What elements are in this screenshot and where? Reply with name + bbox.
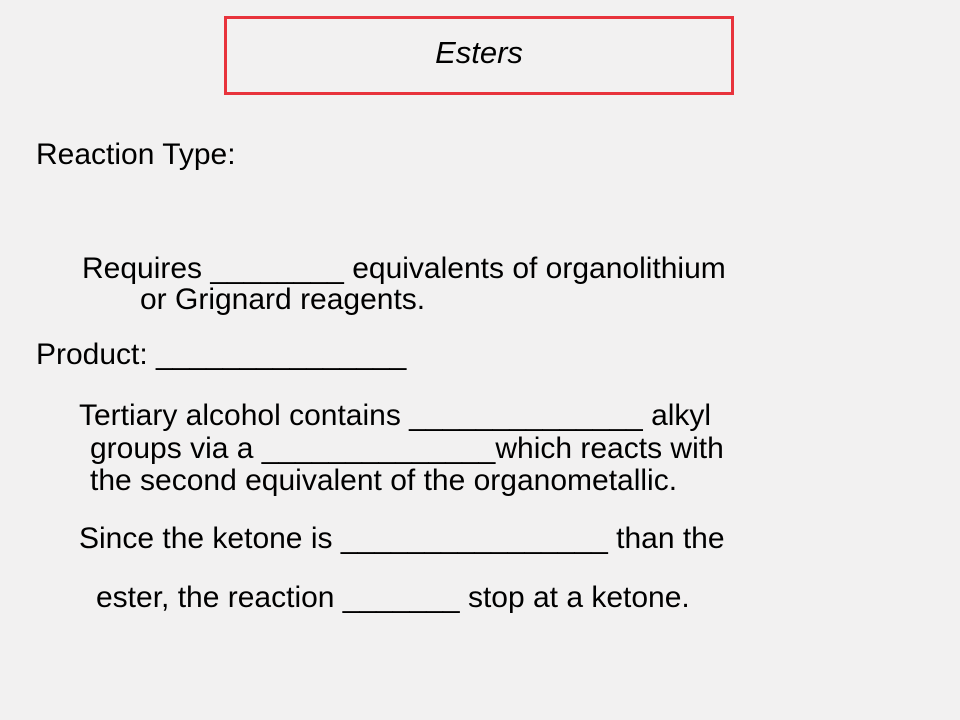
product-line: Product: _______________ bbox=[36, 338, 407, 371]
ketone-line-1: Since the ketone is ________________ than the bbox=[79, 522, 725, 555]
tertiary-line-2: groups via a ______________which reacts with bbox=[90, 432, 724, 465]
slide-title: Esters bbox=[435, 34, 523, 70]
requires-line-1: Requires ________ equivalents of organolithium bbox=[82, 252, 726, 285]
ketone-line-2: ester, the reaction _______ stop at a ketone. bbox=[96, 581, 690, 614]
tertiary-line-1: Tertiary alcohol contains ______________ alkyl bbox=[79, 399, 712, 432]
reaction-type-label: Reaction Type: bbox=[36, 138, 236, 171]
tertiary-line-3: the second equivalent of the organometallic. bbox=[90, 464, 678, 497]
title-box bbox=[224, 16, 734, 95]
requires-line-2: or Grignard reagents. bbox=[140, 283, 426, 316]
